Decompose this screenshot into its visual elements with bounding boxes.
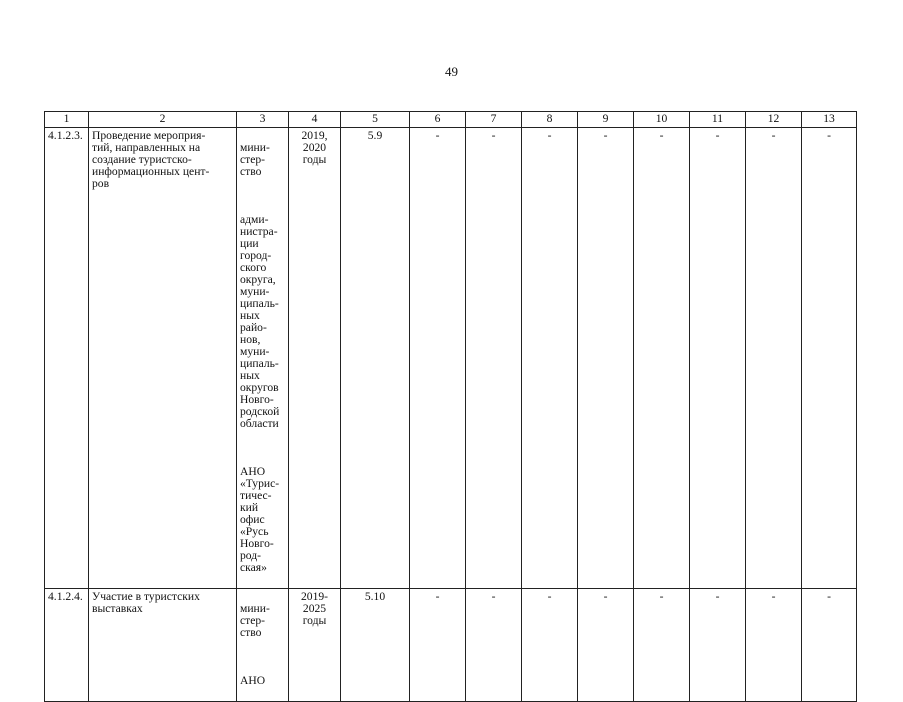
executor-ministry: мини- стер- ство bbox=[240, 141, 270, 178]
column-header: 12 bbox=[746, 112, 802, 128]
column-header: 4 bbox=[289, 112, 341, 128]
column-header: 10 bbox=[634, 112, 690, 128]
column-header: 1 bbox=[45, 112, 89, 128]
column-header: 11 bbox=[690, 112, 746, 128]
column-header: 5 bbox=[341, 112, 410, 128]
funding-cell: - bbox=[522, 589, 578, 702]
funding-cell: - bbox=[690, 589, 746, 702]
funding-cell: - bbox=[634, 589, 690, 702]
column-header: 8 bbox=[522, 112, 578, 128]
funding-cell: - bbox=[690, 128, 746, 589]
funding-cell: - bbox=[578, 128, 634, 589]
funding-cell: - bbox=[522, 128, 578, 589]
measure-name: Участие в туристских выставках bbox=[89, 589, 237, 702]
funding-cell: - bbox=[410, 128, 466, 589]
executor-ano: АНО bbox=[240, 674, 266, 687]
funding-cell: - bbox=[466, 128, 522, 589]
target-indicator: 5.10 bbox=[341, 589, 410, 702]
column-header: 13 bbox=[802, 112, 857, 128]
measure-name: Проведение мероприя- тий, направленных на создание туристско- информационных цент- ров bbox=[89, 128, 237, 589]
years-cell: 2019, 2020 годы bbox=[289, 128, 341, 589]
column-header: 2 bbox=[89, 112, 237, 128]
funding-cell: - bbox=[634, 128, 690, 589]
executor-ano: АНО «Турис- тичес- кий офис «Русь Новго- род- ская» bbox=[240, 465, 280, 574]
funding-cell: - bbox=[410, 589, 466, 702]
header-row bbox=[45, 112, 857, 128]
measure-number: 4.1.2.4. bbox=[45, 589, 89, 702]
executors-cell bbox=[237, 128, 289, 589]
years-cell: 2019- 2025 годы bbox=[289, 589, 341, 702]
column-header: 9 bbox=[578, 112, 634, 128]
funding-cell: - bbox=[802, 128, 857, 589]
target-indicator: 5.9 bbox=[341, 128, 410, 589]
executor-ministry: мини- стер- ство bbox=[240, 602, 270, 639]
funding-cell: - bbox=[466, 589, 522, 702]
measures-table bbox=[44, 111, 857, 702]
measure-number: 4.1.2.3. bbox=[45, 128, 89, 589]
column-header: 6 bbox=[410, 112, 466, 128]
column-header: 7 bbox=[466, 112, 522, 128]
column-header: 3 bbox=[237, 112, 289, 128]
funding-cell: - bbox=[578, 589, 634, 702]
page-number: 49 bbox=[445, 64, 458, 79]
table-row bbox=[45, 128, 857, 589]
funding-cell: - bbox=[746, 128, 802, 589]
funding-cell: - bbox=[802, 589, 857, 702]
funding-cell: - bbox=[746, 589, 802, 702]
executors-cell bbox=[237, 589, 289, 702]
executor-administrations: адми- нистра- ции город- ского округа, муни- ципаль- ных райо- нов, муни- ципаль- ных округов Новго- родской области bbox=[240, 213, 280, 430]
table-row bbox=[45, 589, 857, 702]
